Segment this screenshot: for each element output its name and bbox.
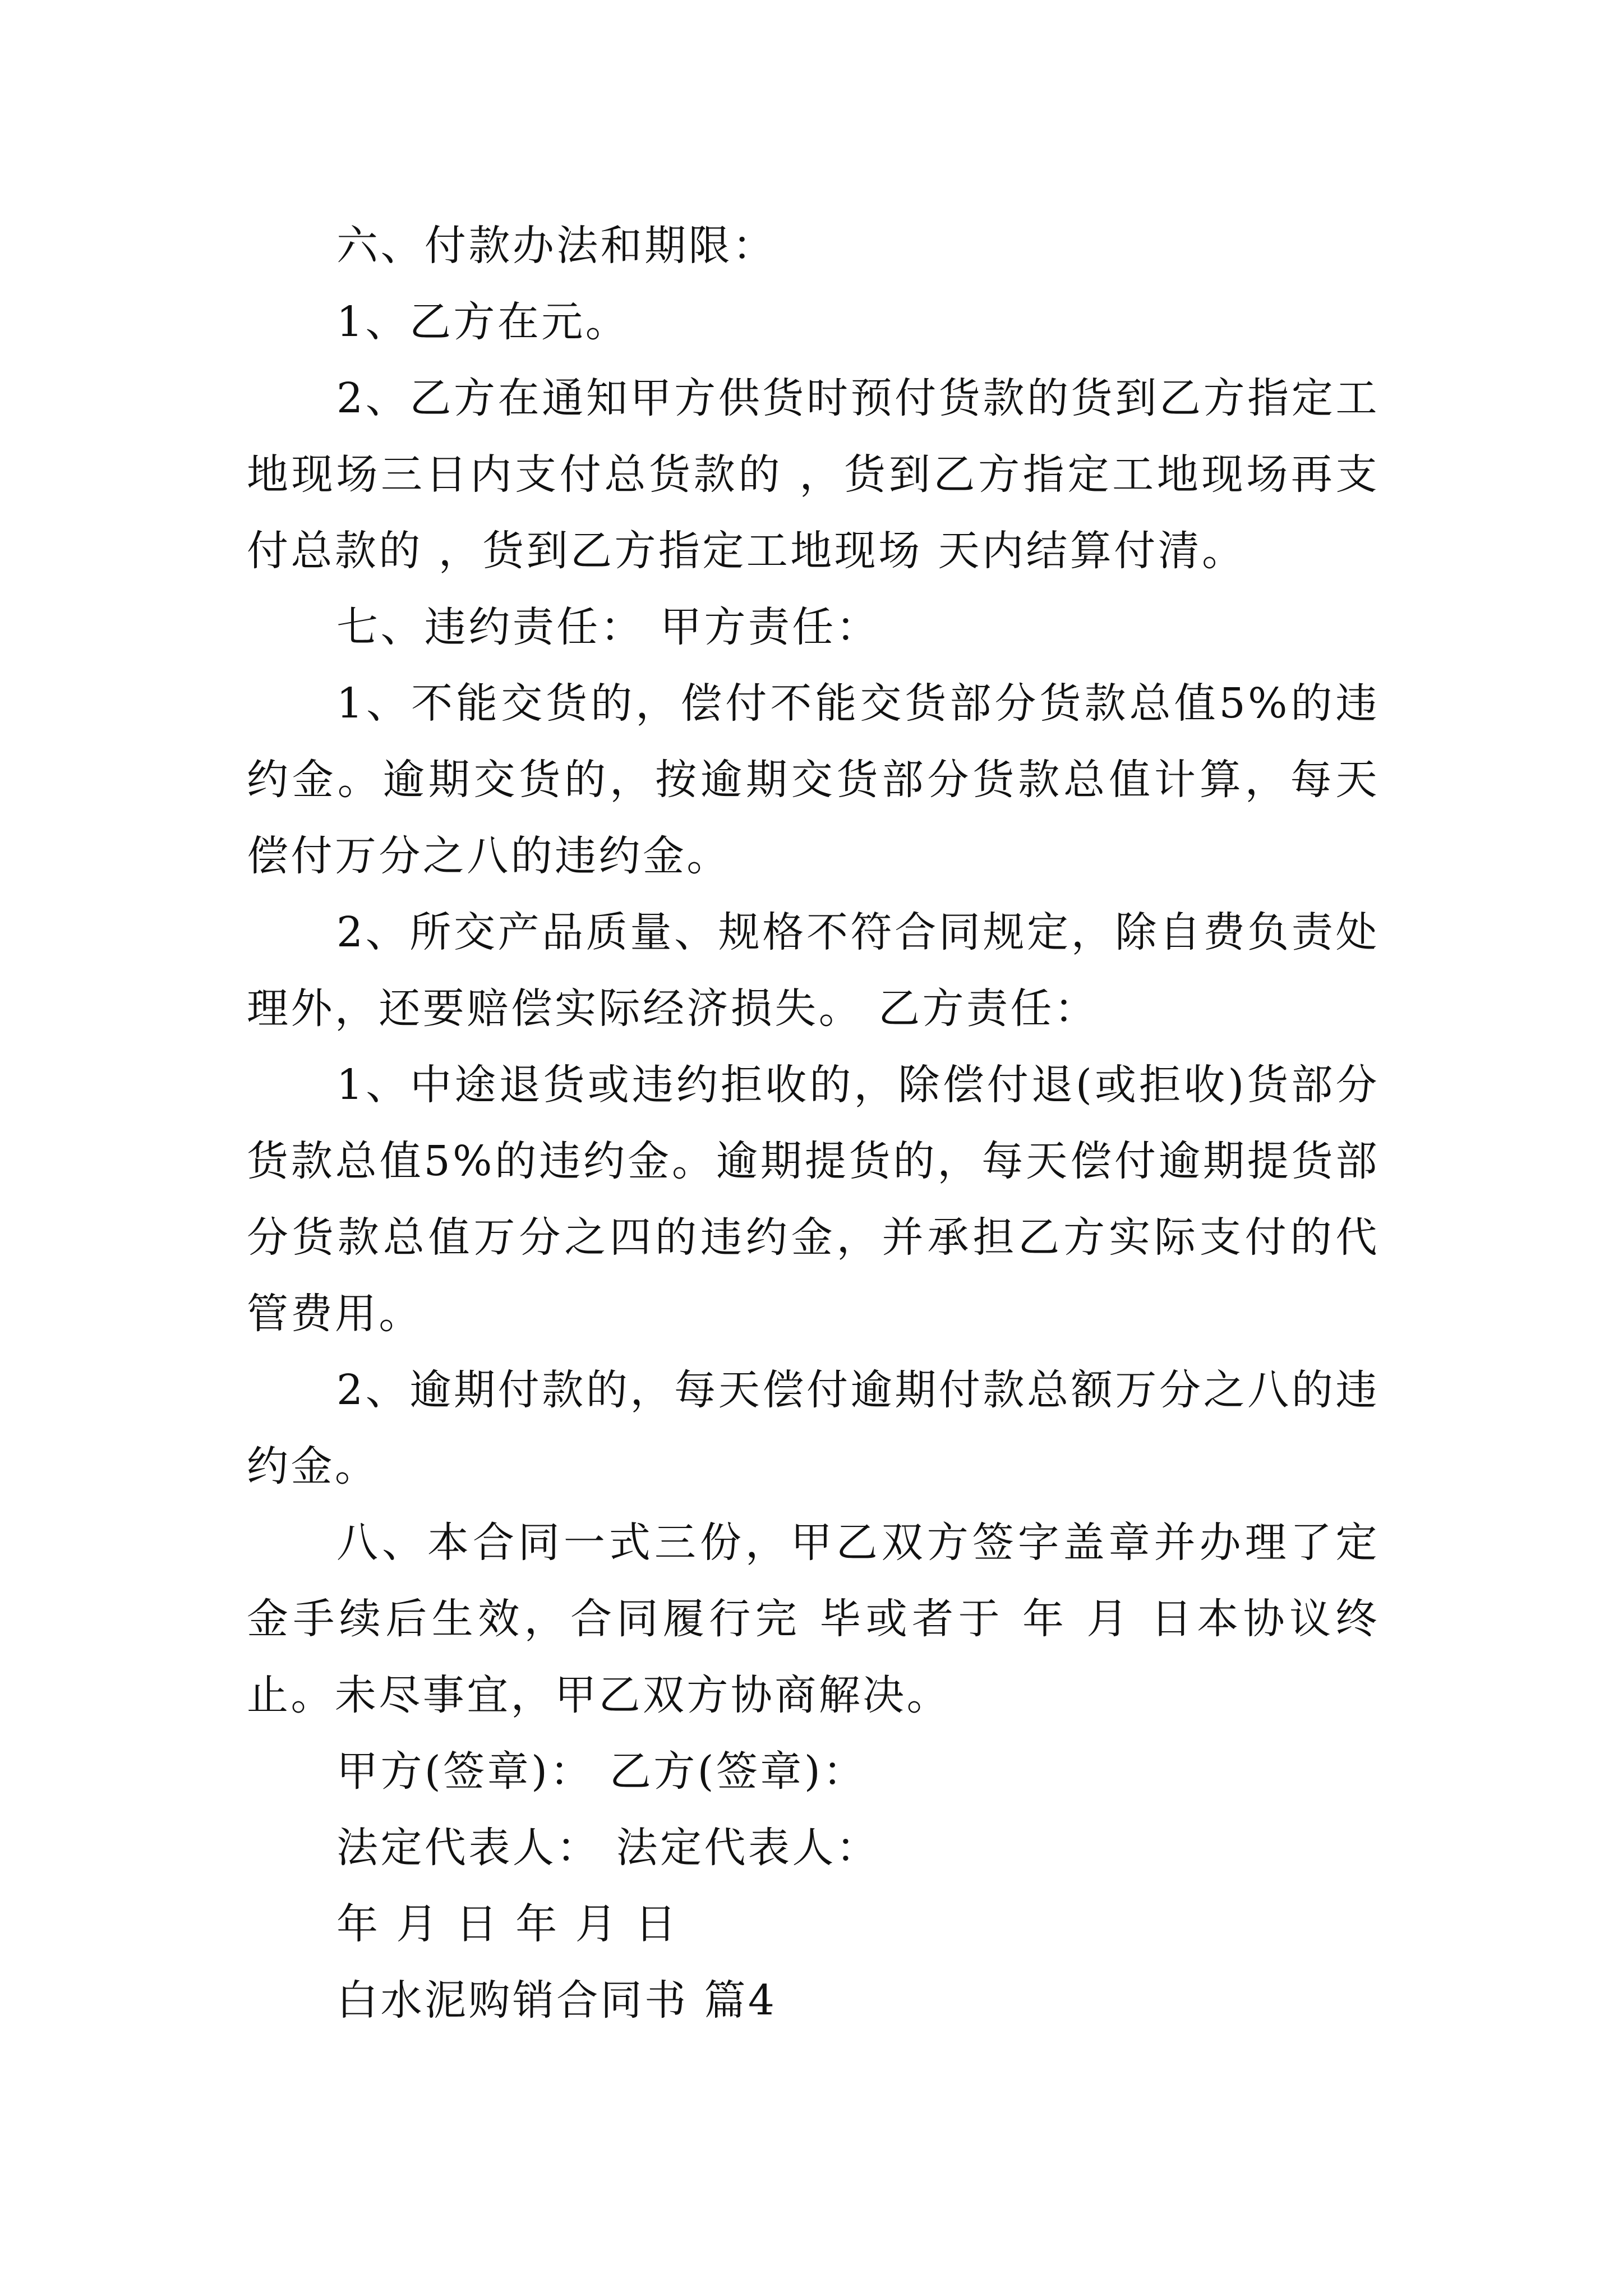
section-heading-payment: 六、付款办法和期限： (336, 222, 777, 270)
payment-clause-1: 1、乙方在元。 (336, 298, 630, 346)
signature-parties: 甲方(签章)： 乙方(签章)： (336, 1747, 867, 1796)
signature-dates: 年 月 日 年 月 日 (336, 1900, 679, 1948)
party-b-liability-1: 1、中途退货或违约拒收的，除偿付退(或拒收)货部分货款总值5%的违约金。逾期提货的，每天偿付逾期提货部分货款总值万分之四的违约金，并承担乙方实际支付的代管费用。 (247, 1061, 1380, 1338)
document-body (247, 208, 1380, 2039)
section-copies-effect: 八、本合同一式三份，甲乙双方签字盖章并办理了定金手续后生效，合同履行完 毕或者于 年 月 日本协议终止。未尽事宜，甲乙双方协商解决。 (247, 1519, 1380, 1719)
party-a-liability-2: 2、所交产品质量、规格不符合同规定，除自费负责处理外，还要赔偿实际经济损失。 乙方责任： (247, 908, 1380, 1033)
legal-representatives: 法定代表人： 法定代表人： (336, 1824, 880, 1872)
party-b-liability-2: 2、逾期付款的，每天偿付逾期付款总额万分之八的违约金。 (247, 1366, 1380, 1490)
payment-clause-2: 2、乙方在通知甲方供货时预付货款的货到乙方指定工地现场三日内支付总货款的 ，货到乙方指定工地现场再支付总款的 ，货到乙方指定工地现场 天内结算付清。 (247, 374, 1380, 575)
next-contract-title: 白水泥购销合同书 篇4 (336, 1976, 777, 2024)
section-heading-liability: 七、违约责任： 甲方责任： (336, 603, 880, 651)
party-a-liability-1: 1、不能交货的，偿付不能交货部分货款总值5%的违约金。逾期交货的，按逾期交货部分货款总值计算，每天偿付万分之八的违约金。 (247, 679, 1380, 880)
